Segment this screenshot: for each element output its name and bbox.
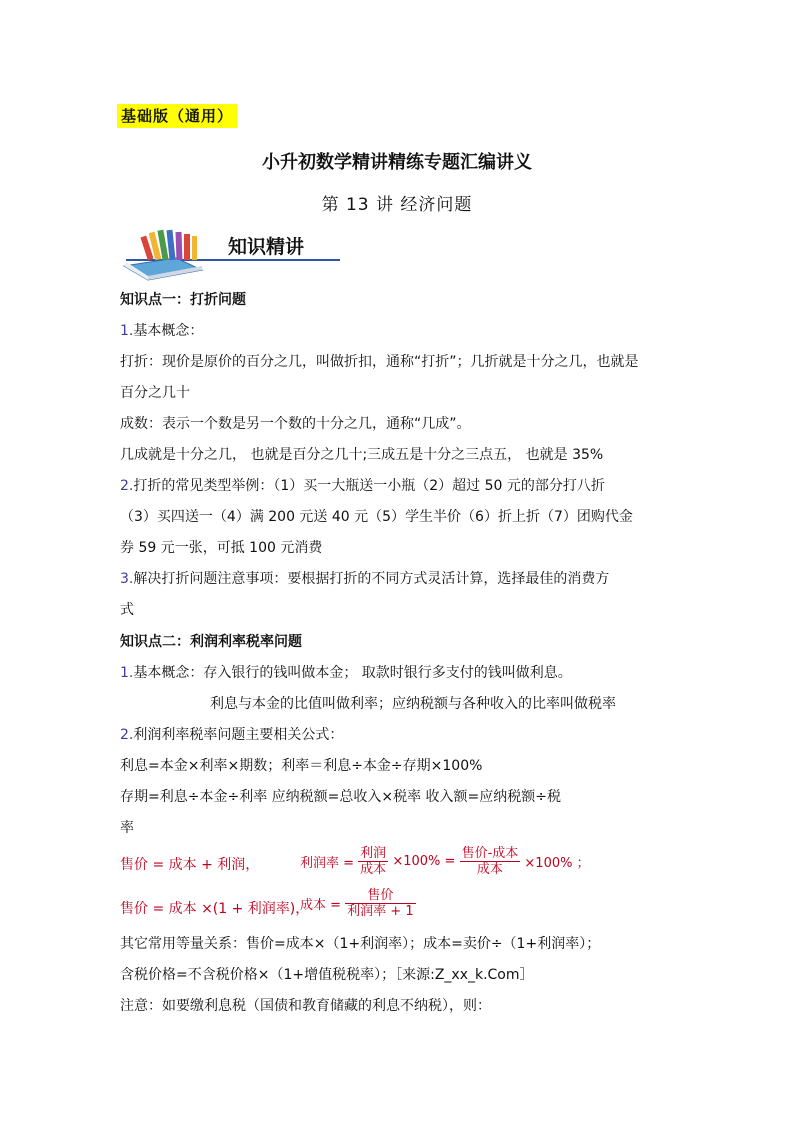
item-number: 1. [120, 665, 134, 681]
kp1-text: 成数：表示一个数是另一个数的十分之几，通称“几成”。 [120, 416, 471, 432]
kp1-heading: 知识点一：打折问题 [120, 292, 246, 308]
kp1-text: 式 [120, 602, 134, 618]
kp1-item-3 [120, 569, 609, 589]
item-text: 利润利率税率问题主要相关公式： [133, 727, 344, 743]
section-banner [118, 222, 343, 282]
lecture-title: 第 13 讲 经济问题 [321, 195, 473, 215]
kp1-text: （3）买四送一（4）满 200 元送 40 元（5）学生半价（6）折上折（7）团购代金 [120, 509, 633, 525]
kp2-text: 其它常用等量关系：售价=成本×（1+利润率）；成本=卖价÷（1+利润率）； [120, 936, 601, 952]
numerator: 售价-成本 [461, 846, 519, 861]
denominator: 利润率 + 1 [347, 904, 414, 919]
item-number: 2. [120, 727, 134, 743]
formula-lhs: 成本 = [300, 898, 342, 913]
kp2-note: 注意：如要缴利息税（国债和教育储藏的利息不纳税），则： [120, 998, 491, 1014]
numerator: 利润 [360, 846, 387, 861]
kp1-text: 打折：现价是原价的百分之几，叫做折扣，通称“打折”；几折就是十分之几，也就是 [120, 354, 639, 370]
kp1-item-1 [120, 321, 203, 341]
item-number: 3. [120, 571, 134, 587]
numerator: 售价 [345, 888, 415, 904]
item-text: 打折的常见类型举例：（1）买一大瓶送一小瓶（2）超过 50 元的部分打八折 [133, 478, 605, 494]
kp1-text: 券 59 元一张，可抵 100 元消费 [120, 540, 323, 556]
item-text: 解决打折问题注意事项：要根据打折的不同方式灵活计算，选择最佳的消费方 [133, 571, 610, 587]
kp2-formula-text: 利息=本金×利率×期数；利率＝利息÷本金÷存期×100% [120, 758, 483, 774]
kp2-formula-text: 存期=利息÷本金÷利率 应纳税额=总收入×税率 收入额=应纳税额÷税 [120, 789, 562, 805]
kp1-item-2 [120, 476, 605, 496]
edition-badge: 基础版（通用） [117, 104, 237, 128]
banner-label: 知识精讲 [228, 236, 305, 258]
kp1-text: 百分之几十 [120, 385, 190, 401]
document-title: 小升初数学精讲精练专题汇编讲义 [262, 152, 532, 173]
fraction [460, 846, 521, 877]
formula-profit-rate [300, 846, 590, 877]
kp2-heading: 知识点二：利润利率税率问题 [120, 634, 302, 650]
kp2-item-2 [120, 725, 343, 745]
formula-selling-price: 售价 = 成本 + 利润， [120, 857, 260, 873]
denominator: 成本 [476, 862, 503, 877]
item-number: 2. [120, 478, 134, 494]
formula-selling-price-rate: 售价 = 成本 ×(1 + 利润率)， [120, 901, 310, 917]
fraction [345, 888, 415, 919]
kp2-text: 利息与本金的比值叫做利率；应纳税额与各种收入的比率叫做税率 [210, 696, 616, 712]
item-number: 1. [120, 323, 134, 339]
kp1-text: 几成就是十分之几， 也就是百分之几十;三成五是十分之三点五， 也就是 35% [120, 447, 604, 463]
denominator: 成本 [360, 862, 387, 877]
formula-lhs: 利润率 = [300, 856, 355, 871]
fraction [358, 846, 388, 877]
kp2-text: 含税价格=不含税价格×（1+增值税税率）；［来源:Z_xx_k.Com］ [120, 967, 534, 983]
item-text: 基本概念：存入银行的钱叫做本金； 取款时银行多支付的钱叫做利息。 [133, 665, 572, 681]
formula-end: ×100% ； [524, 856, 590, 871]
item-text: 基本概念： [133, 323, 204, 339]
kp2-formula-text: 率 [120, 820, 134, 836]
formula-mid: ×100% = [392, 854, 456, 869]
kp2-item-1 [120, 663, 572, 683]
formula-cost [300, 888, 416, 919]
